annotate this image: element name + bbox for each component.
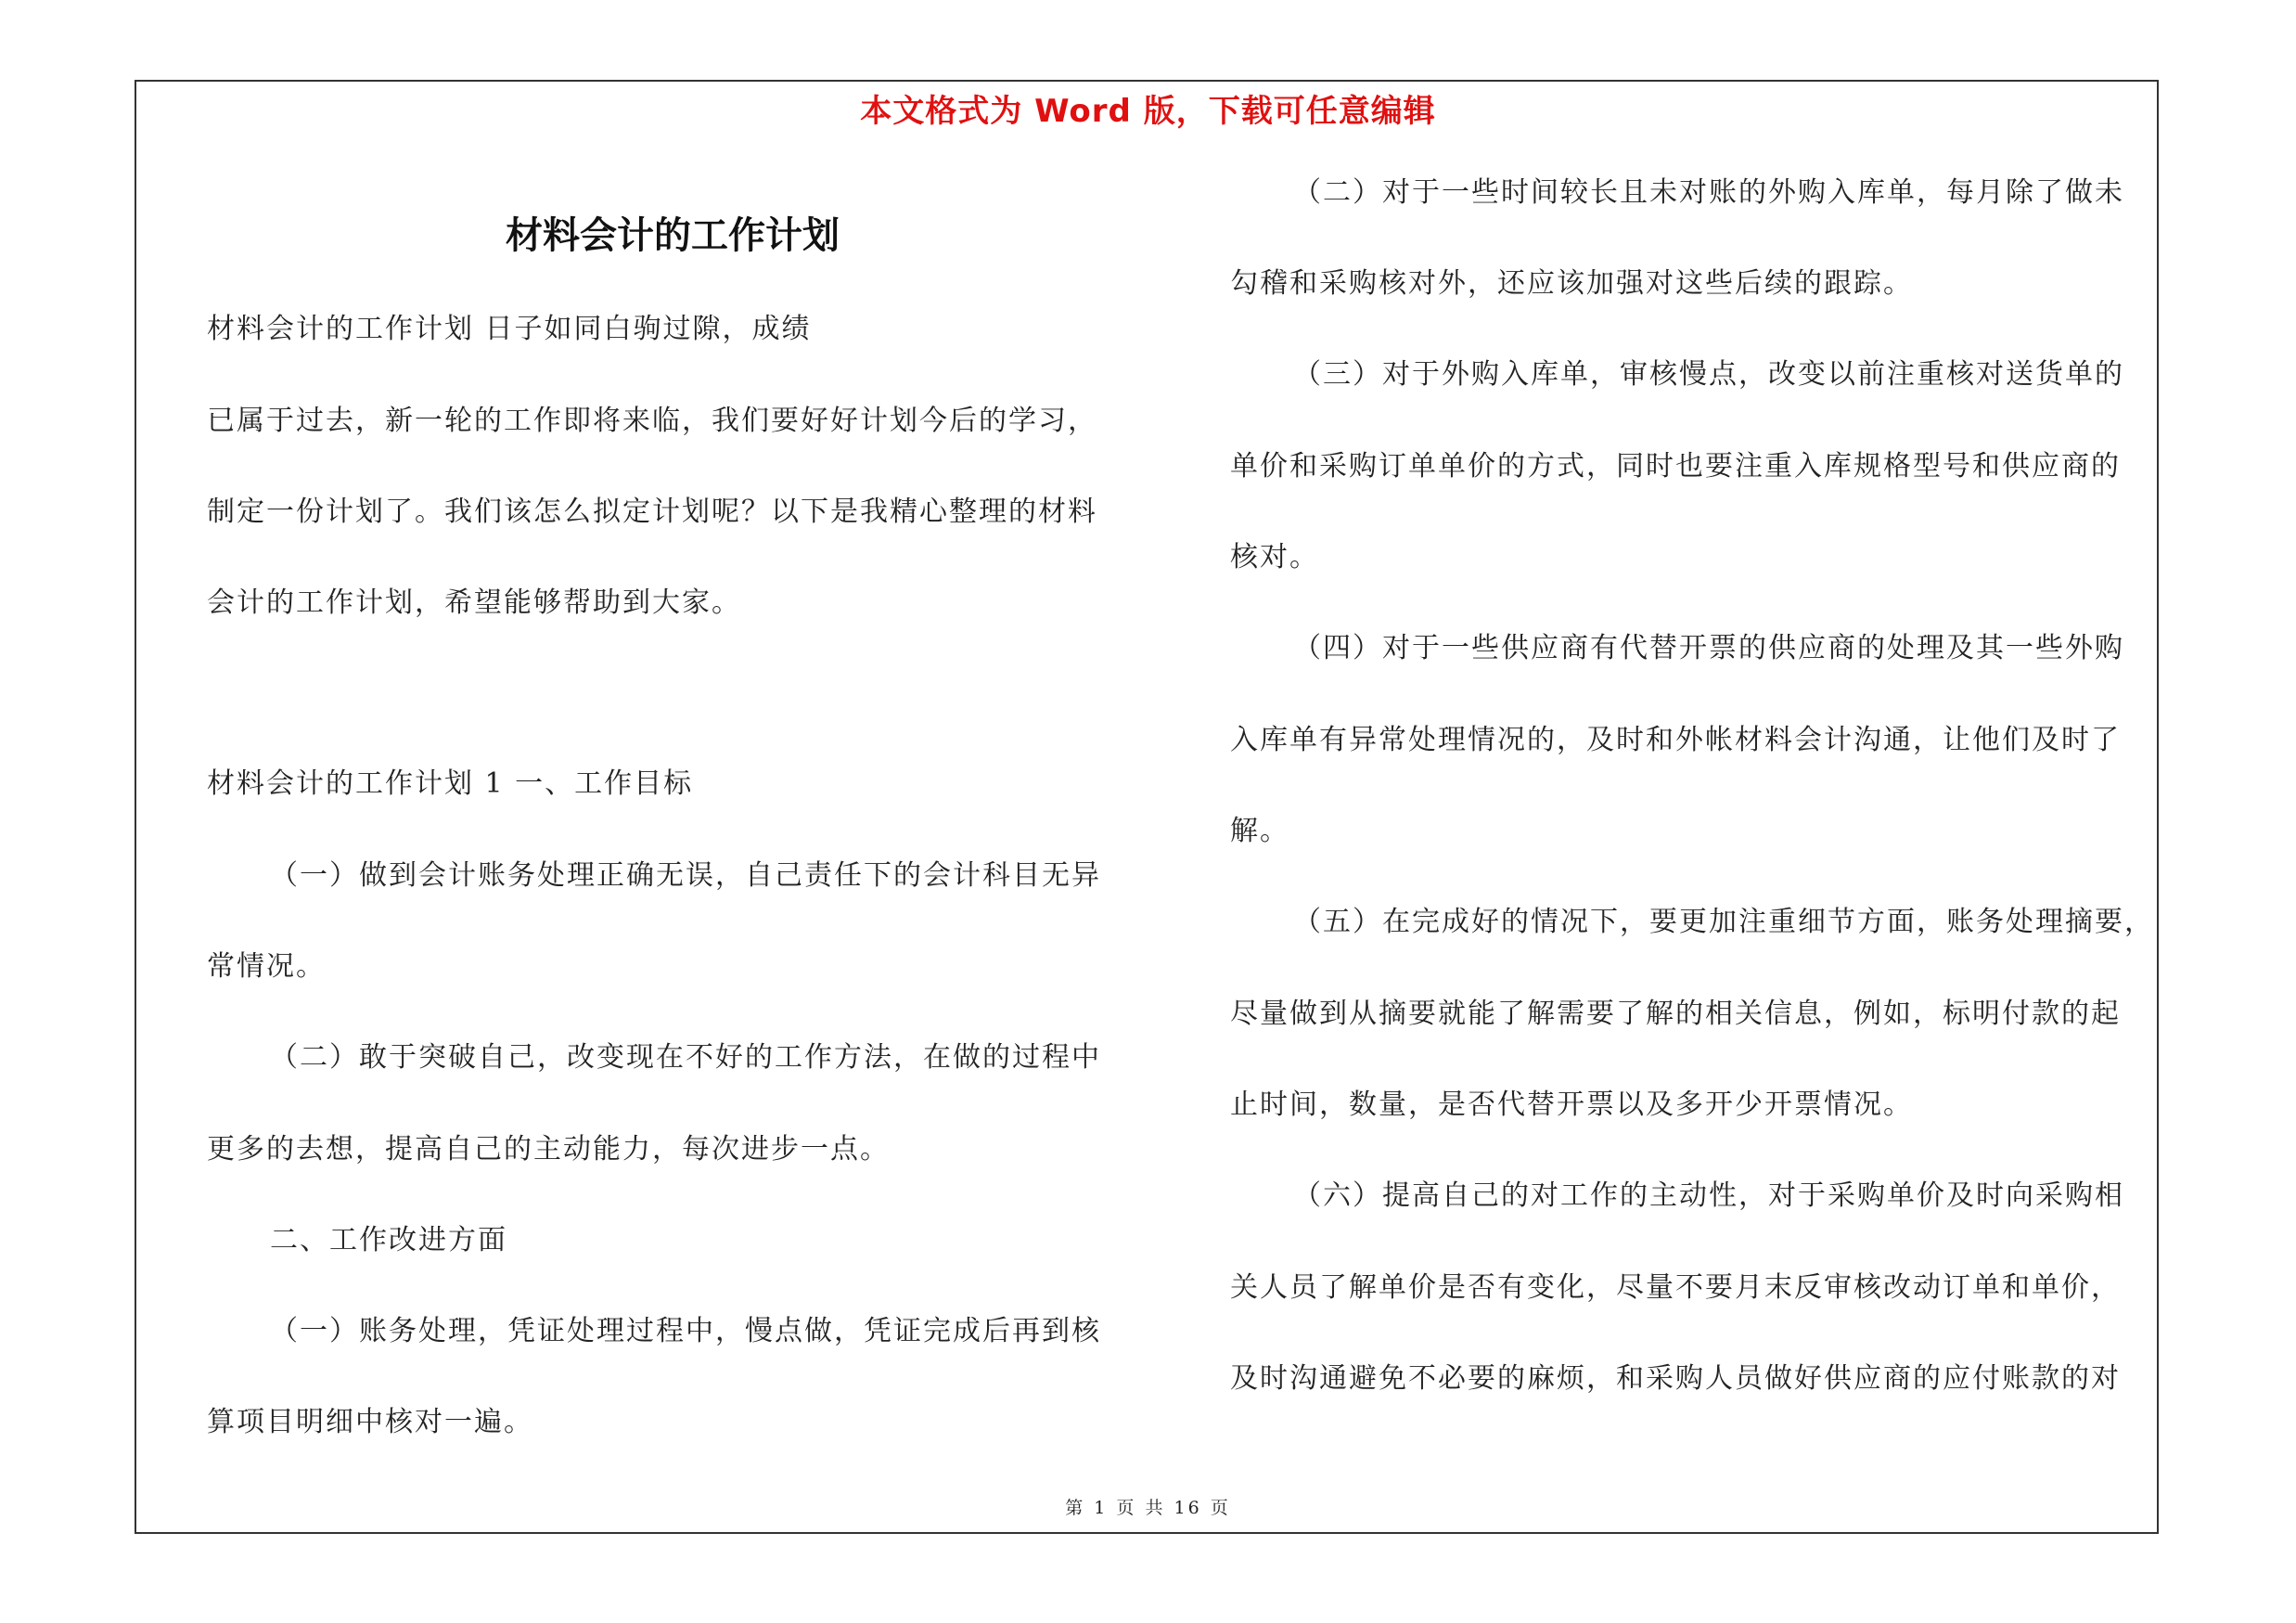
paragraph-line: 材料会计的工作计划 1 一、工作目标 (207, 767, 694, 800)
paragraph-line: （三）对于外购入库单，审核慢点，改变以前注重核对送货单的 (1293, 358, 2124, 391)
format-banner: 本文格式为 Word 版，下载可任意编辑 (860, 93, 1436, 130)
page-number-footer: 第 1 页 共 16 页 (1065, 1498, 1231, 1518)
paragraph-line: 解。 (1230, 815, 1289, 847)
paragraph-line: 常情况。 (207, 950, 326, 983)
paragraph-line: （一）做到会计账务处理正确无误，自己责任下的会计科目无异 (270, 859, 1101, 892)
paragraph-line: 入库单有异常处理情况的，及时和外帐材料会计沟通，让他们及时了 (1230, 724, 2121, 756)
paragraph-line: 单价和采购订单单价的方式，同时也要注重入库规格型号和供应商的 (1230, 450, 2121, 483)
document-title: 材料会计的工作计划 (506, 214, 840, 257)
paragraph-line: 及时沟通避免不必要的麻烦，和采购人员做好供应商的应付账款的对 (1230, 1362, 2121, 1395)
paragraph-line: 二、工作改进方面 (270, 1224, 507, 1256)
paragraph-line: （二）对于一些时间较长且未对账的外购入库单，每月除了做未 (1293, 176, 2124, 209)
paragraph-line: （五）在完成好的情况下，要更加注重细节方面，账务处理摘要， (1293, 906, 2154, 938)
paragraph-line: 尽量做到从摘要就能了解需要了解的相关信息，例如，标明付款的起 (1230, 998, 2121, 1030)
paragraph-line: 材料会计的工作计划 日子如同白驹过隙，成绩 (207, 313, 812, 345)
paragraph-line: 止时间，数量，是否代替开票以及多开少开票情况。 (1230, 1088, 1913, 1121)
paragraph-line: 勾稽和采购核对外，还应该加强对这些后续的跟踪。 (1230, 267, 1913, 300)
paragraph-line: 已属于过去，新一轮的工作即将来临，我们要好好计划今后的学习， (207, 405, 1097, 437)
paragraph-line: （一）账务处理，凭证处理过程中，慢点做，凭证完成后再到核 (270, 1315, 1101, 1347)
paragraph-line: （四）对于一些供应商有代替开票的供应商的处理及其一些外购 (1293, 632, 2124, 664)
paragraph-line: （六）提高自己的对工作的主动性，对于采购单价及时向采购相 (1293, 1179, 2124, 1212)
paragraph-line: 关人员了解单价是否有变化，尽量不要月末反审核改动订单和单价， (1230, 1271, 2121, 1304)
paragraph-line: 更多的去想，提高自己的主动能力，每次进步一点。 (207, 1133, 890, 1166)
paragraph-line: 会计的工作计划，希望能够帮助到大家。 (207, 586, 741, 619)
paragraph-line: 核对。 (1230, 541, 1319, 573)
paragraph-line: （二）敢于突破自己，改变现在不好的工作方法，在做的过程中 (270, 1041, 1101, 1074)
paragraph-line: 制定一份计划了。我们该怎么拟定计划呢？以下是我精心整理的材料 (207, 496, 1097, 528)
paragraph-line: 算项目明细中核对一遍。 (207, 1406, 533, 1438)
